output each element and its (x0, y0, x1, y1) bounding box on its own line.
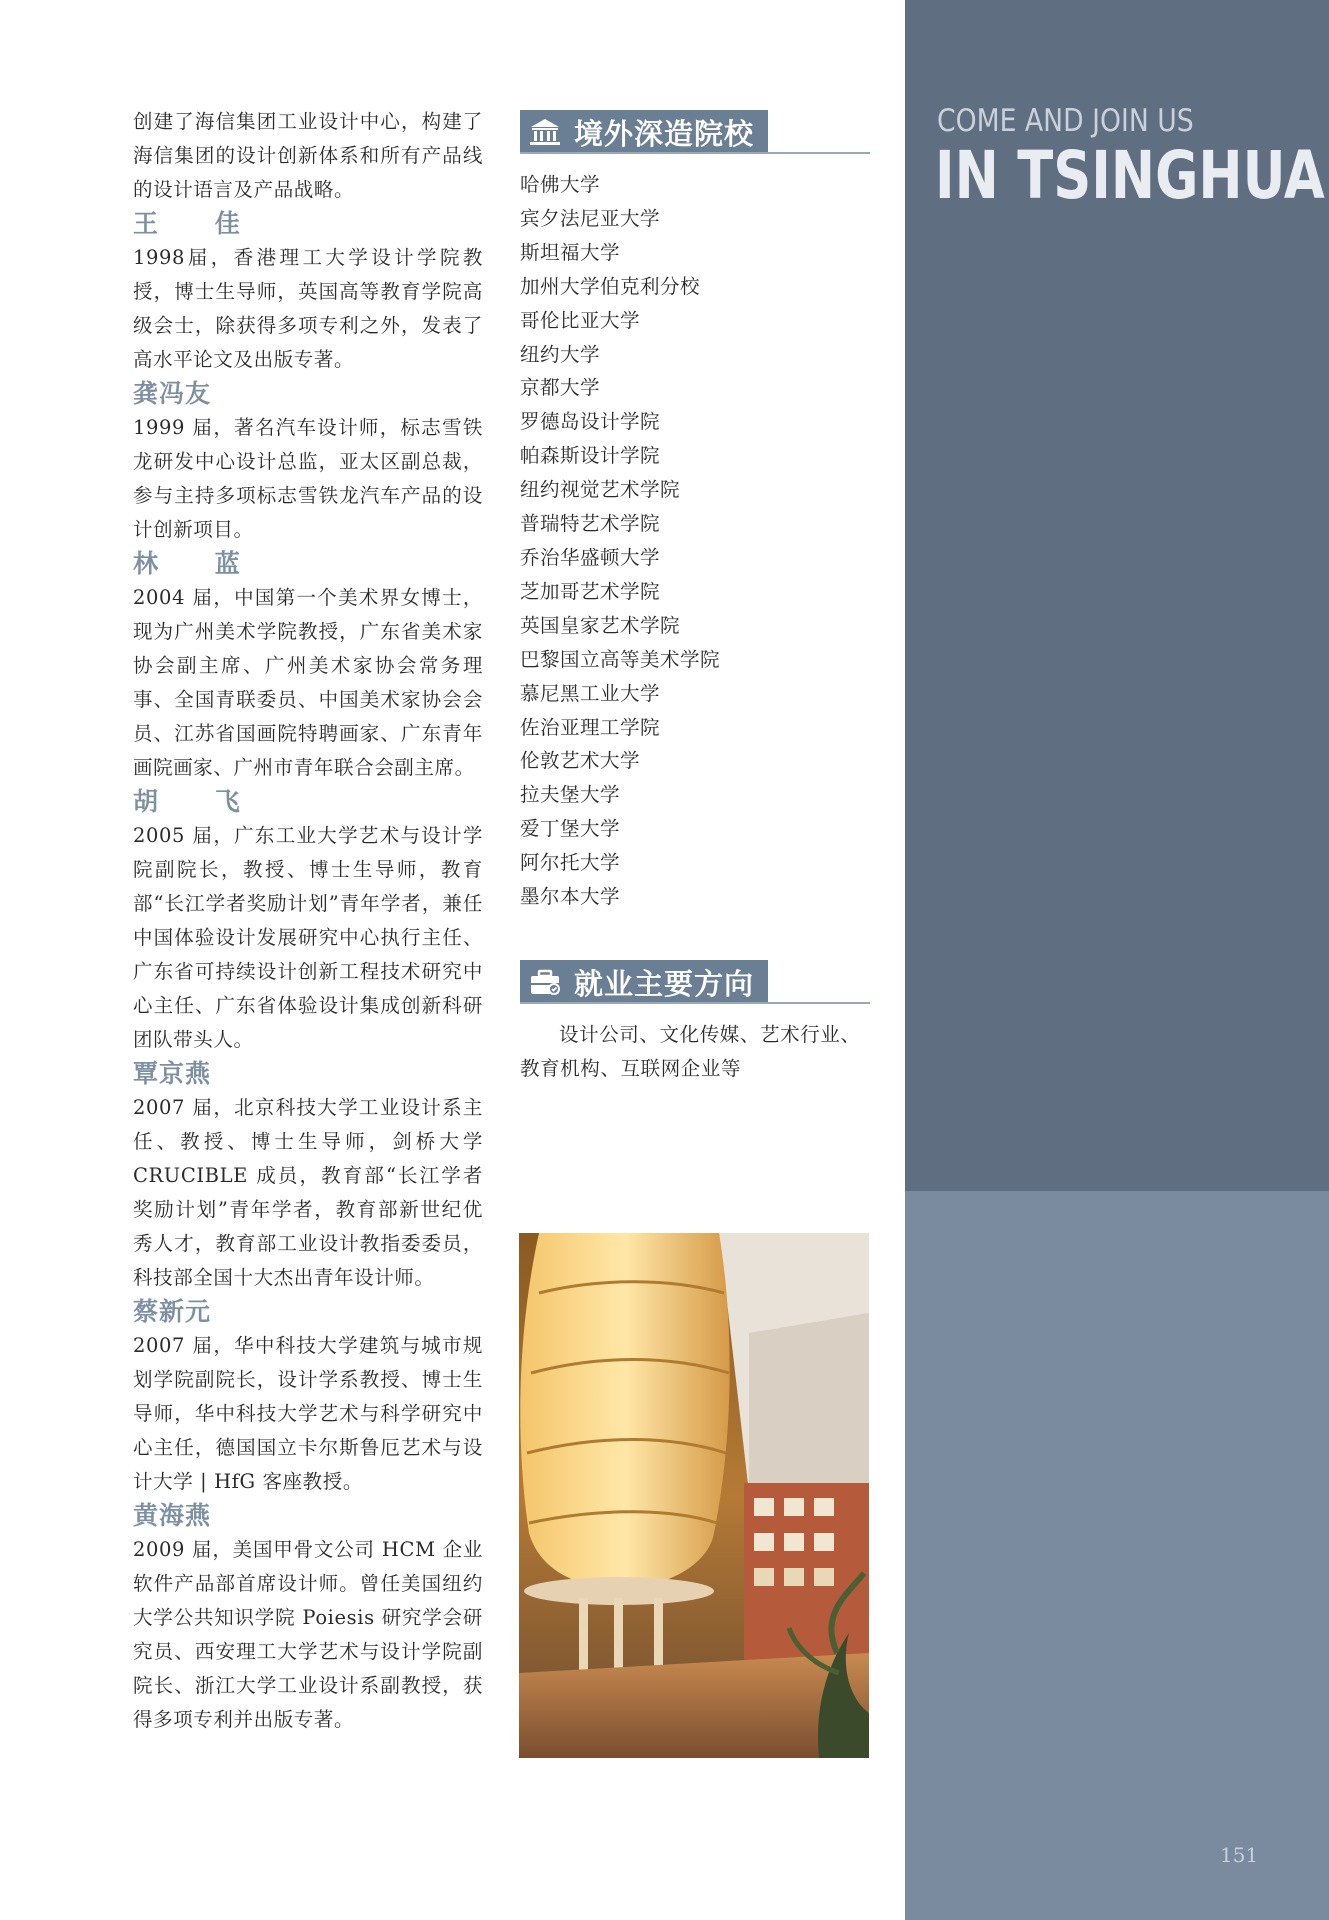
person-bio: 2009 届，美国甲骨文公司 HCM 企业软件产品部首席设计师。曾任美国纽约大学公共知识学院 Poiesis 研究学会研究员、西安理工大学艺术与设计学院副院长、浙江大学工业设计系副教授，获得多项专利并出版专著。 (133, 1538, 483, 1731)
person-bio: 2007 届，华中科技大学建筑与城市规划学院副院长，设计学系教授、博士生导师，华中科技大学艺术与科学研究中心主任，德国国立卡尔斯鲁厄艺术与设计大学 | HfG 客座教授。 (133, 1334, 483, 1493)
person-name: 林 蓝 (133, 549, 264, 578)
list-item: 乔治华盛顿大学 (520, 545, 661, 569)
list-item: 宾夕法尼亚大学 (520, 206, 661, 230)
list-item: 罗德岛设计学院 (520, 410, 661, 434)
person-bio: 2007 届，北京科技大学工业设计系主任、教授、博士生导师，剑桥大学 CRUCIBLE 成员，教育部“长江学者奖励计划”青年学者，教育部新世纪优秀人才，教育部工业设计教指委委员，科技部全国十大杰出青年设计师。 (133, 1096, 483, 1289)
list-item: 阿尔托大学 (520, 851, 621, 875)
page-number: 151 (1220, 1843, 1259, 1867)
person-bio: 1999 届，著名汽车设计师，标志雪铁龙研发中心设计总监，亚太区副总裁，参与主持多项标志雪铁龙汽车产品的设计创新项目。 (133, 416, 483, 541)
slogan-line-2: IN TSINGHUA (935, 137, 1325, 214)
list-item: 爱丁堡大学 (520, 817, 621, 841)
list-item: 纽约大学 (520, 342, 601, 366)
career-rule (520, 1002, 870, 1004)
person-name: 覃京燕 (133, 1059, 212, 1088)
list-item: 斯坦福大学 (520, 240, 621, 264)
slogan-line-1: COME AND JOIN US (937, 103, 1194, 139)
list-item: 墨尔本大学 (520, 885, 621, 909)
list-item: 帕森斯设计学院 (520, 444, 661, 468)
list-item: 伦敦艺术大学 (520, 749, 641, 773)
person-bio: 2004 届，中国第一个美术界女博士，现为广州美术学院教授，广东省美术家协会副主席、广州美术家协会常务理事、全国青联委员、中国美术家协会会员、江苏省国画院特聘画家、广东青年画院画家、广州市青年联合会副主席。 (133, 586, 483, 779)
person-name: 蔡新元 (133, 1297, 212, 1326)
career-heading (520, 960, 870, 1004)
overseas-section (520, 110, 870, 914)
school-list (520, 168, 870, 914)
list-item: 巴黎国立高等美术学院 (520, 647, 721, 671)
intro-paragraph: 创建了海信集团工业设计中心，构建了海信集团的设计创新体系和所有产品线的设计语言及产品战略。 (133, 110, 483, 201)
overseas-rule (520, 152, 870, 154)
list-item: 佐治亚理工学院 (520, 715, 661, 739)
career-text: 设计公司、文化传媒、艺术行业、教育机构、互联网企业等 (520, 1023, 861, 1080)
person-name: 黄海燕 (133, 1501, 212, 1530)
list-item: 京都大学 (520, 376, 601, 400)
person-name: 王 佳 (133, 209, 264, 238)
list-item: 哈佛大学 (520, 173, 601, 196)
atrium-photo (519, 1233, 869, 1758)
list-item: 慕尼黑工业大学 (520, 681, 661, 705)
list-item: 芝加哥艺术学院 (520, 579, 661, 603)
overseas-title: 境外深造院校 (574, 116, 755, 151)
person-bio: 1998届，香港理工大学设计学院教授，博士生导师，英国高等教育学院高级会士，除获得多项专利之外，发表了高水平论文及出版专著。 (133, 246, 483, 371)
career-section (520, 960, 870, 1086)
career-title: 就业主要方向 (574, 966, 755, 1001)
person-name: 胡 飞 (133, 787, 264, 816)
school-building-icon (528, 117, 562, 147)
list-item: 纽约视觉艺术学院 (520, 478, 681, 502)
list-item: 加州大学伯克利分校 (520, 274, 701, 298)
person-name: 龚冯友 (133, 379, 212, 408)
alumni-column (133, 105, 483, 1737)
briefcase-icon (528, 967, 562, 997)
list-item: 普瑞特艺术学院 (520, 512, 661, 536)
career-title-box (520, 960, 768, 1004)
overseas-title-box (520, 110, 768, 154)
person-bio: 2005 届，广东工业大学艺术与设计学院副院长，教授、博士生导师，教育部“长江学者奖励计划”青年学者，兼任中国体验设计发展研究中心执行主任、广东省可持续设计创新工程技术研究中心主任、广东省体验设计集成创新科研团队带头人。 (133, 824, 483, 1051)
list-item: 哥伦比亚大学 (520, 308, 641, 332)
list-item: 英国皇家艺术学院 (520, 613, 681, 637)
right-band-light (905, 1191, 1329, 1920)
overseas-heading (520, 110, 870, 154)
list-item: 拉夫堡大学 (520, 783, 621, 807)
